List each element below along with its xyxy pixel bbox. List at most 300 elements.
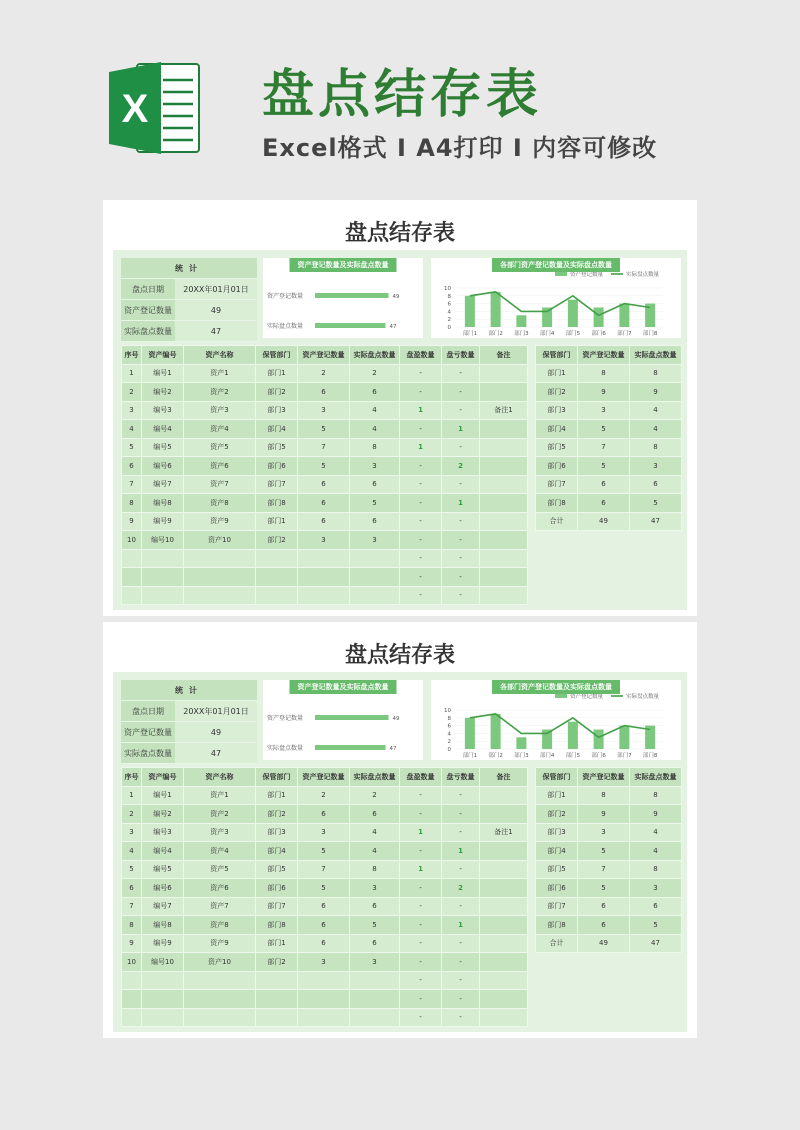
table-cell[interactable]: 部门5 [256,438,298,457]
table-cell[interactable]: - [400,971,442,990]
table-cell[interactable]: - [442,364,480,383]
table-cell[interactable]: 部门6 [536,879,578,898]
table-cell[interactable]: 7 [298,860,350,879]
table-cell[interactable]: 9 [578,805,630,824]
table-cell[interactable]: 编号9 [142,512,184,531]
table-cell[interactable]: 部门7 [256,897,298,916]
table-cell[interactable]: 9 [630,805,682,824]
stats-header[interactable]: 统计 [121,258,257,279]
table-cell[interactable]: 资产9 [184,512,256,531]
table-cell[interactable]: 8 [122,494,142,513]
column-header[interactable]: 保管部门 [536,346,578,365]
table-cell[interactable]: 5 [122,860,142,879]
table-cell[interactable]: 8 [122,916,142,935]
table-cell[interactable]: 3 [350,879,400,898]
table-cell[interactable]: 备注1 [480,401,528,420]
column-header[interactable]: 实际盘点数量 [630,346,682,365]
table-cell[interactable]: 6 [298,475,350,494]
table-cell[interactable] [298,990,350,1009]
table-cell[interactable]: 部门4 [536,420,578,439]
table-cell[interactable]: - [400,457,442,476]
stats-value[interactable]: 20XX年01月01日 [175,701,257,722]
table-cell[interactable] [480,842,528,861]
table-cell[interactable]: 1 [122,364,142,383]
bar[interactable] [315,293,389,298]
chart-panel-dept[interactable] [431,680,681,760]
table-cell[interactable] [480,586,528,605]
table-cell[interactable] [122,1008,142,1027]
table-cell[interactable]: 6 [298,383,350,402]
table-cell[interactable]: 3 [350,953,400,972]
table-cell[interactable]: - [442,586,480,605]
table-cell[interactable]: 6 [350,512,400,531]
table-cell[interactable]: 资产8 [184,494,256,513]
bar[interactable] [542,308,552,328]
table-cell[interactable]: 5 [350,916,400,935]
chart-panel-total[interactable] [263,258,423,338]
column-header[interactable]: 资产登记数量 [578,768,630,787]
column-header[interactable]: 盘盈数量 [400,346,442,365]
column-header[interactable]: 资产登记数量 [298,346,350,365]
bar[interactable] [315,745,386,750]
table-cell[interactable] [122,549,142,568]
table-cell[interactable]: 8 [350,860,400,879]
table-cell[interactable]: 7 [578,860,630,879]
table-cell[interactable]: 6 [350,383,400,402]
table-cell[interactable]: 9 [122,512,142,531]
table-cell[interactable]: 2 [298,786,350,805]
table-cell[interactable]: 合计 [536,512,578,531]
table-cell[interactable] [480,568,528,587]
table-cell[interactable] [480,512,528,531]
table-cell[interactable]: 部门7 [536,897,578,916]
column-header[interactable]: 盘盈数量 [400,768,442,787]
bar[interactable] [465,718,475,749]
bar[interactable] [491,292,501,327]
table-cell[interactable]: 部门2 [256,383,298,402]
table-cell[interactable]: 编号10 [142,953,184,972]
table-cell[interactable]: 5 [350,494,400,513]
table-cell[interactable]: 资产7 [184,475,256,494]
table-cell[interactable] [480,475,528,494]
table-cell[interactable]: 编号6 [142,457,184,476]
table-cell[interactable] [480,971,528,990]
table-cell[interactable]: 资产5 [184,438,256,457]
table-cell[interactable] [480,786,528,805]
column-header[interactable]: 实际盘点数量 [350,346,400,365]
table-cell[interactable]: - [442,823,480,842]
table-cell[interactable] [256,1008,298,1027]
table-cell[interactable]: - [400,586,442,605]
table-cell[interactable]: 6 [298,805,350,824]
table-cell[interactable]: - [442,971,480,990]
table-cell[interactable] [480,531,528,550]
table-cell[interactable]: 7 [122,897,142,916]
table-cell[interactable]: 6 [350,934,400,953]
table-cell[interactable]: - [400,420,442,439]
table-cell[interactable]: 2 [442,879,480,898]
stats-label[interactable]: 实际盘点数量 [121,743,175,764]
table-cell[interactable]: 资产9 [184,934,256,953]
column-header[interactable]: 资产名称 [184,346,256,365]
table-cell[interactable]: 5 [298,879,350,898]
bar[interactable] [594,308,604,328]
table-cell[interactable]: 资产7 [184,897,256,916]
table-cell[interactable]: 部门2 [536,383,578,402]
table-cell[interactable]: 资产10 [184,531,256,550]
table-cell[interactable]: 部门4 [256,420,298,439]
table-cell[interactable]: - [400,879,442,898]
table-cell[interactable]: 6 [630,475,682,494]
table-cell[interactable]: 部门6 [536,457,578,476]
stats-value[interactable]: 49 [175,722,257,743]
table-cell[interactable]: - [442,786,480,805]
bar[interactable] [542,730,552,750]
table-cell[interactable] [350,568,400,587]
table-cell[interactable]: 2 [298,364,350,383]
column-header[interactable]: 备注 [480,768,528,787]
table-cell[interactable]: 5 [298,420,350,439]
table-cell[interactable]: 8 [630,786,682,805]
stats-label[interactable]: 资产登记数量 [121,300,175,321]
table-cell[interactable]: 3 [298,823,350,842]
table-cell[interactable]: 编号9 [142,934,184,953]
table-cell[interactable]: 1 [442,494,480,513]
table-cell[interactable] [184,568,256,587]
column-header[interactable]: 实际盘点数量 [630,768,682,787]
table-cell[interactable]: 7 [578,438,630,457]
table-cell[interactable]: 2 [122,383,142,402]
table-cell[interactable]: 编号8 [142,916,184,935]
table-cell[interactable]: 5 [578,842,630,861]
table-cell[interactable]: 47 [630,512,682,531]
table-cell[interactable]: - [442,897,480,916]
table-cell[interactable]: 合计 [536,934,578,953]
table-cell[interactable] [480,494,528,513]
table-cell[interactable]: 部门1 [256,364,298,383]
table-cell[interactable]: - [442,383,480,402]
table-cell[interactable]: - [400,549,442,568]
bar[interactable] [465,296,475,327]
table-cell[interactable] [480,916,528,935]
table-cell[interactable]: 5 [122,438,142,457]
table-cell[interactable] [480,383,528,402]
table-cell[interactable]: 部门8 [536,494,578,513]
table-cell[interactable] [184,990,256,1009]
table-cell[interactable]: 部门5 [536,860,578,879]
table-cell[interactable]: 8 [578,364,630,383]
table-cell[interactable]: - [442,805,480,824]
table-cell[interactable]: - [400,842,442,861]
table-cell[interactable]: 6 [578,916,630,935]
table-cell[interactable]: 8 [578,786,630,805]
table-cell[interactable] [184,1008,256,1027]
table-cell[interactable] [480,457,528,476]
table-cell[interactable] [122,586,142,605]
table-cell[interactable]: 编号1 [142,364,184,383]
table-cell[interactable]: 1 [442,842,480,861]
table-cell[interactable]: - [400,916,442,935]
table-cell[interactable]: 3 [578,823,630,842]
table-cell[interactable]: - [400,897,442,916]
table-cell[interactable] [256,971,298,990]
table-cell[interactable] [480,860,528,879]
chart-panel-total[interactable] [263,680,423,760]
stats-label[interactable]: 实际盘点数量 [121,321,175,342]
table-cell[interactable] [298,568,350,587]
table-cell[interactable] [480,953,528,972]
table-cell[interactable]: 资产3 [184,823,256,842]
table-cell[interactable]: 4 [350,842,400,861]
table-cell[interactable]: 编号7 [142,475,184,494]
table-cell[interactable]: 资产2 [184,805,256,824]
table-cell[interactable] [256,549,298,568]
table-cell[interactable] [142,549,184,568]
table-cell[interactable]: 部门7 [536,475,578,494]
table-cell[interactable]: 编号4 [142,842,184,861]
table-cell[interactable] [350,549,400,568]
table-cell[interactable] [480,934,528,953]
table-cell[interactable]: 2 [350,364,400,383]
table-cell[interactable]: 编号3 [142,823,184,842]
table-cell[interactable]: 部门1 [256,786,298,805]
table-cell[interactable]: 3 [350,531,400,550]
table-cell[interactable]: 7 [298,438,350,457]
table-cell[interactable]: 部门3 [256,401,298,420]
table-cell[interactable]: 编号10 [142,531,184,550]
table-cell[interactable]: 部门8 [536,916,578,935]
table-cell[interactable]: 3 [298,953,350,972]
table-cell[interactable]: 6 [350,475,400,494]
table-cell[interactable] [350,1008,400,1027]
bar[interactable] [491,714,501,749]
column-header[interactable]: 序号 [122,346,142,365]
table-cell[interactable] [480,549,528,568]
table-cell[interactable]: 4 [630,823,682,842]
table-cell[interactable]: 资产10 [184,953,256,972]
table-cell[interactable]: - [442,934,480,953]
table-cell[interactable]: 资产8 [184,916,256,935]
table-cell[interactable]: 部门1 [536,786,578,805]
table-cell[interactable]: 资产5 [184,860,256,879]
table-cell[interactable]: 6 [298,512,350,531]
table-cell[interactable]: 6 [578,897,630,916]
table-cell[interactable] [122,568,142,587]
table-cell[interactable]: 部门1 [536,364,578,383]
table-cell[interactable]: 4 [122,420,142,439]
table-cell[interactable] [298,1008,350,1027]
table-cell[interactable]: 2 [122,805,142,824]
table-cell[interactable]: 6 [298,897,350,916]
table-cell[interactable]: 8 [350,438,400,457]
table-cell[interactable] [298,586,350,605]
table-cell[interactable]: - [442,568,480,587]
table-cell[interactable] [480,805,528,824]
table-cell[interactable]: 部门6 [256,879,298,898]
table-cell[interactable]: 6 [350,805,400,824]
table-cell[interactable]: 6 [298,494,350,513]
table-cell[interactable]: - [400,531,442,550]
table-cell[interactable]: 3 [122,823,142,842]
stats-label[interactable]: 盘点日期 [121,279,175,300]
table-cell[interactable]: 编号5 [142,438,184,457]
table-cell[interactable]: 部门5 [536,438,578,457]
table-cell[interactable]: 部门4 [256,842,298,861]
table-cell[interactable]: - [442,401,480,420]
table-cell[interactable]: 6 [578,494,630,513]
table-cell[interactable]: 3 [630,879,682,898]
table-cell[interactable]: 5 [630,916,682,935]
table-cell[interactable]: 6 [578,475,630,494]
table-cell[interactable]: 10 [122,531,142,550]
table-cell[interactable]: 6 [122,879,142,898]
column-header[interactable]: 资产编号 [142,768,184,787]
table-cell[interactable]: - [400,953,442,972]
table-cell[interactable]: 9 [122,934,142,953]
column-header[interactable]: 资产登记数量 [298,768,350,787]
table-cell[interactable]: 6 [298,934,350,953]
table-cell[interactable]: 编号3 [142,401,184,420]
table-cell[interactable]: 编号7 [142,897,184,916]
table-cell[interactable]: 8 [630,438,682,457]
table-cell[interactable]: - [400,805,442,824]
table-cell[interactable]: 部门1 [256,512,298,531]
table-cell[interactable] [184,586,256,605]
table-cell[interactable]: 资产3 [184,401,256,420]
table-cell[interactable]: 资产2 [184,383,256,402]
table-cell[interactable] [298,549,350,568]
column-header[interactable]: 保管部门 [256,346,298,365]
column-header[interactable]: 盘亏数量 [442,346,480,365]
table-cell[interactable]: 部门5 [256,860,298,879]
table-cell[interactable]: 1 [400,401,442,420]
table-cell[interactable]: 部门2 [256,805,298,824]
table-cell[interactable]: 2 [442,457,480,476]
table-cell[interactable]: 部门3 [536,401,578,420]
table-cell[interactable]: 3 [350,457,400,476]
table-cell[interactable]: 4 [630,401,682,420]
table-cell[interactable]: - [442,953,480,972]
table-cell[interactable] [142,568,184,587]
table-cell[interactable]: 部门3 [256,823,298,842]
table-cell[interactable]: 资产4 [184,842,256,861]
table-cell[interactable]: 资产6 [184,457,256,476]
table-cell[interactable]: - [442,990,480,1009]
table-cell[interactable]: 3 [122,401,142,420]
table-cell[interactable] [122,990,142,1009]
table-cell[interactable] [480,420,528,439]
stats-header[interactable]: 统计 [121,680,257,701]
table-cell[interactable]: - [442,512,480,531]
table-cell[interactable]: 备注1 [480,823,528,842]
bar[interactable] [568,300,578,327]
table-cell[interactable]: 4 [122,842,142,861]
table-cell[interactable]: 1 [122,786,142,805]
table-cell[interactable]: 8 [630,364,682,383]
table-cell[interactable]: - [442,549,480,568]
table-cell[interactable]: 编号8 [142,494,184,513]
table-cell[interactable]: 部门8 [256,916,298,935]
table-cell[interactable]: 6 [350,897,400,916]
table-cell[interactable] [122,971,142,990]
table-cell[interactable]: - [400,475,442,494]
table-cell[interactable]: 部门7 [256,475,298,494]
table-cell[interactable]: 3 [298,401,350,420]
table-cell[interactable]: 资产6 [184,879,256,898]
table-cell[interactable]: 5 [298,842,350,861]
table-cell[interactable]: 部门2 [256,953,298,972]
table-cell[interactable]: 9 [578,383,630,402]
table-cell[interactable]: - [442,531,480,550]
column-header[interactable]: 资产编号 [142,346,184,365]
table-cell[interactable]: 4 [350,401,400,420]
table-cell[interactable]: 4 [630,842,682,861]
column-header[interactable]: 备注 [480,346,528,365]
column-header[interactable]: 序号 [122,768,142,787]
column-header[interactable]: 保管部门 [256,768,298,787]
table-cell[interactable]: 编号6 [142,879,184,898]
stats-value[interactable]: 49 [175,300,257,321]
table-cell[interactable] [142,990,184,1009]
bar[interactable] [315,715,389,720]
table-cell[interactable]: 8 [630,860,682,879]
table-cell[interactable]: - [400,494,442,513]
table-cell[interactable]: 3 [630,457,682,476]
bar[interactable] [516,737,526,749]
table-cell[interactable]: - [400,1008,442,1027]
table-cell[interactable]: 7 [122,475,142,494]
column-header[interactable]: 盘亏数量 [442,768,480,787]
table-cell[interactable] [256,568,298,587]
table-cell[interactable]: 4 [630,420,682,439]
table-cell[interactable]: - [400,568,442,587]
stats-label[interactable]: 盘点日期 [121,701,175,722]
table-cell[interactable]: 9 [630,383,682,402]
table-cell[interactable]: 资产1 [184,786,256,805]
table-cell[interactable]: 4 [350,420,400,439]
stats-label[interactable]: 资产登记数量 [121,722,175,743]
chart-panel-dept[interactable] [431,258,681,338]
table-cell[interactable]: 编号5 [142,860,184,879]
table-cell[interactable]: 部门2 [256,531,298,550]
stats-value[interactable]: 47 [175,321,257,342]
table-cell[interactable]: 2 [350,786,400,805]
bar[interactable] [619,304,629,327]
table-cell[interactable]: 编号1 [142,786,184,805]
table-cell[interactable]: 编号2 [142,383,184,402]
table-cell[interactable]: 5 [578,879,630,898]
table-cell[interactable]: 3 [578,401,630,420]
table-cell[interactable] [480,364,528,383]
table-cell[interactable] [480,438,528,457]
table-cell[interactable]: 49 [578,512,630,531]
bar[interactable] [568,722,578,749]
table-cell[interactable] [142,1008,184,1027]
table-cell[interactable] [256,990,298,1009]
table-cell[interactable] [350,971,400,990]
table-cell[interactable]: 资产1 [184,364,256,383]
table-cell[interactable]: - [400,934,442,953]
table-cell[interactable]: - [400,383,442,402]
table-cell[interactable]: 部门8 [256,494,298,513]
table-cell[interactable]: 1 [400,823,442,842]
table-cell[interactable] [184,971,256,990]
table-cell[interactable]: 3 [298,531,350,550]
table-cell[interactable]: 5 [578,420,630,439]
stats-value[interactable]: 47 [175,743,257,764]
table-cell[interactable]: 1 [442,420,480,439]
table-cell[interactable]: 部门6 [256,457,298,476]
